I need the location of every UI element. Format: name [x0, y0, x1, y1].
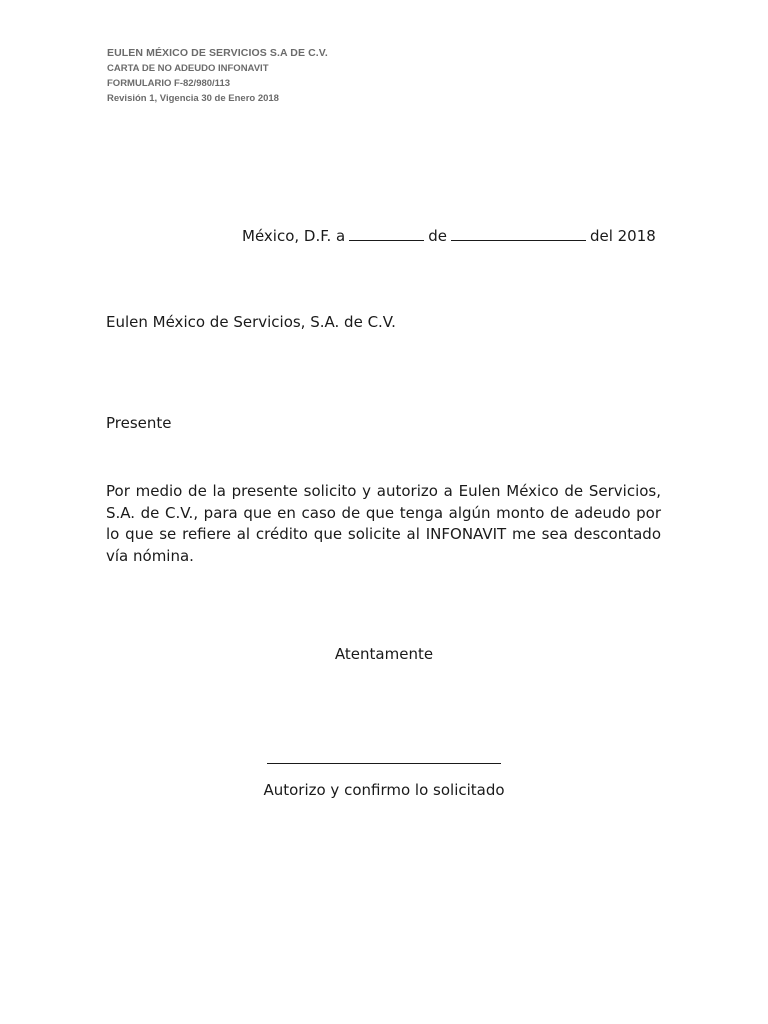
- letter-type: CARTA DE NO ADEUDO INFONAVIT: [107, 63, 269, 74]
- body-paragraph: Por medio de la presente solicito y autorizo a Eulen México de Servicios, S.A. de C.V., para que en caso de que tenga algún monto de adeudo por lo que se refiere al crédito que solicite al INFONAVIT me sea descontado vía nómina.: [106, 482, 661, 565]
- day-blank[interactable]: [349, 225, 424, 241]
- signature-line[interactable]: [267, 763, 501, 764]
- revision-info: Revisión 1, Vigencia 30 de Enero 2018: [107, 93, 279, 104]
- date-prefix: México, D.F. a: [242, 227, 346, 245]
- month-blank[interactable]: [451, 225, 586, 241]
- closing: Atentamente: [334, 645, 434, 663]
- company-name: EULEN MÉXICO DE SERVICIOS S.A DE C.V.: [107, 47, 328, 59]
- form-number: FORMULARIO F-82/980/113: [107, 78, 231, 89]
- date-connector: de: [428, 227, 447, 245]
- document-header: [107, 46, 328, 106]
- date-line: [242, 225, 656, 245]
- date-suffix: del 2018: [589, 227, 656, 245]
- addressee: Eulen México de Servicios, S.A. de C.V.: [106, 313, 396, 331]
- salutation: Presente: [106, 414, 172, 432]
- signature-label: Autorizo y confirmo lo solicitado: [263, 781, 505, 799]
